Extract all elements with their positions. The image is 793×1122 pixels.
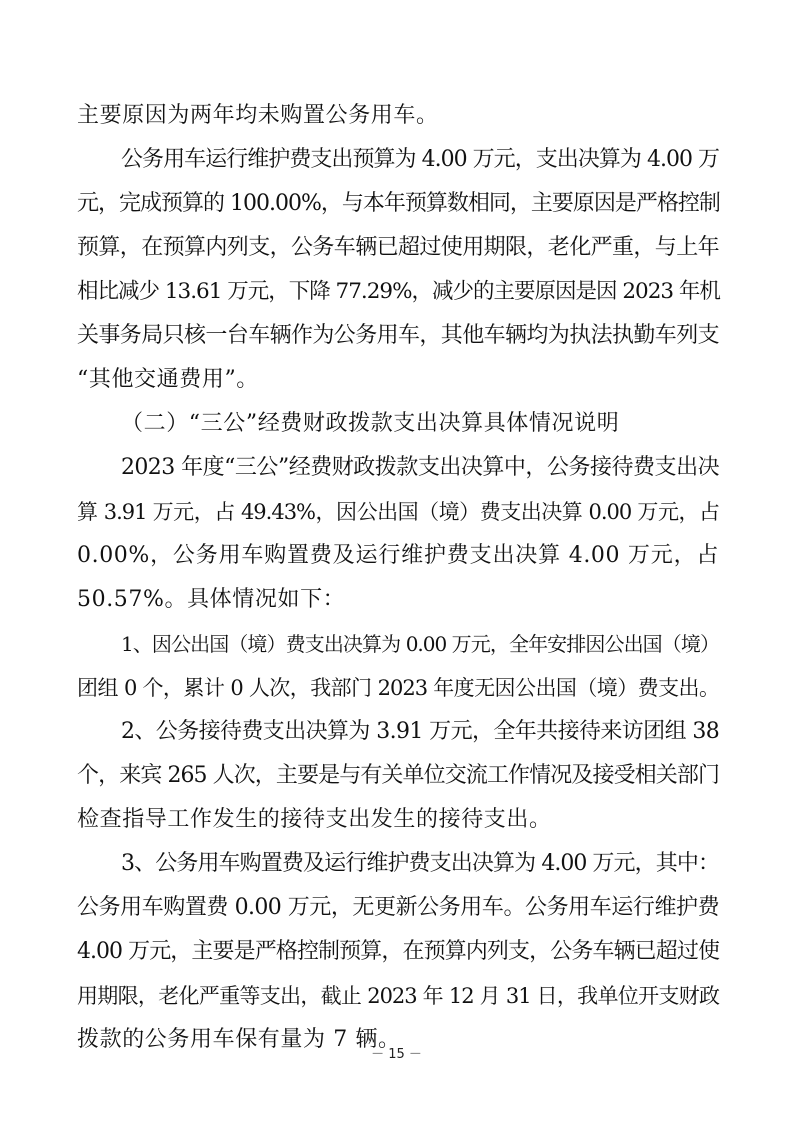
body-text-line: 关事务局只核一台车辆作为公务用车，其他车辆均为执法执勤车列支	[77, 323, 720, 348]
body-text-line: 个，来宾 265 人次，主要是与有关单位交流工作情况及接受相关部门	[77, 763, 719, 788]
body-text-line: 用期限，老化严重等支出，截止 2023 年 12 月 31 日，我单位开支财政	[77, 984, 719, 1008]
body-text-line: 主要原因为两年均未购置公务用车。	[77, 103, 439, 128]
body-text-line: “其他交通费用”。	[77, 367, 259, 392]
body-text-line: 4.00 万元，主要是严格控制预算，在预算内列支，公务车辆已超过使	[77, 939, 719, 964]
page-number: － 15 －	[371, 1047, 422, 1062]
body-text-line: 公务用车购置费 0.00 万元，无更新公务用车。公务用车运行维护费	[77, 895, 719, 920]
body-text-line: 0.00%，公务用车购置费及运行维护费支出决算 4.00 万元，占	[77, 543, 719, 568]
body-text-line: 50.57%。具体情况如下：	[77, 587, 346, 612]
body-text-line: 2、公务接待费支出决算为 3.91 万元，全年共接待来访团组 38	[121, 719, 720, 744]
body-text-line: 2023 年度“三公”经费财政拨款支出决算中，公务接待费支出决	[121, 455, 719, 480]
body-text-line: 拨款的公务用车保有量为 7 辆。	[77, 1027, 401, 1052]
section-heading: （二）“三公”经费财政拨款支出决算具体情况说明	[121, 411, 620, 436]
body-text-line: 1、因公出国（境）费支出决算为 0.00 万元，全年安排因公出国（境）	[121, 632, 719, 656]
body-text-line: 预算，在预算内列支，公务车辆已超过使用期限，老化严重，与上年	[77, 235, 720, 260]
body-text-line: 检查指导工作发生的接待支出发生的接待支出。	[77, 807, 552, 832]
body-text-line: 公务用车运行维护费支出预算为 4.00 万元，支出决算为 4.00 万	[121, 147, 719, 172]
body-text-line: 团组 0 个，累计 0 人次，我部门 2023 年度无因公出国（境）费支出。	[77, 676, 719, 700]
body-text-line: 3、公务用车购置费及运行维护费支出决算为 4.00 万元，其中：	[121, 851, 719, 876]
body-text-line: 相比减少 13.61 万元，下降 77.29%，减少的主要原因是因 2023 年机	[77, 279, 720, 304]
body-text-line: 元，完成预算的 100.00%，与本年预算数相同，主要原因是严格控制	[77, 191, 720, 216]
body-text-line: 算 3.91 万元，占 49.43%，因公出国（境）费支出决算 0.00 万元，占	[77, 500, 719, 524]
